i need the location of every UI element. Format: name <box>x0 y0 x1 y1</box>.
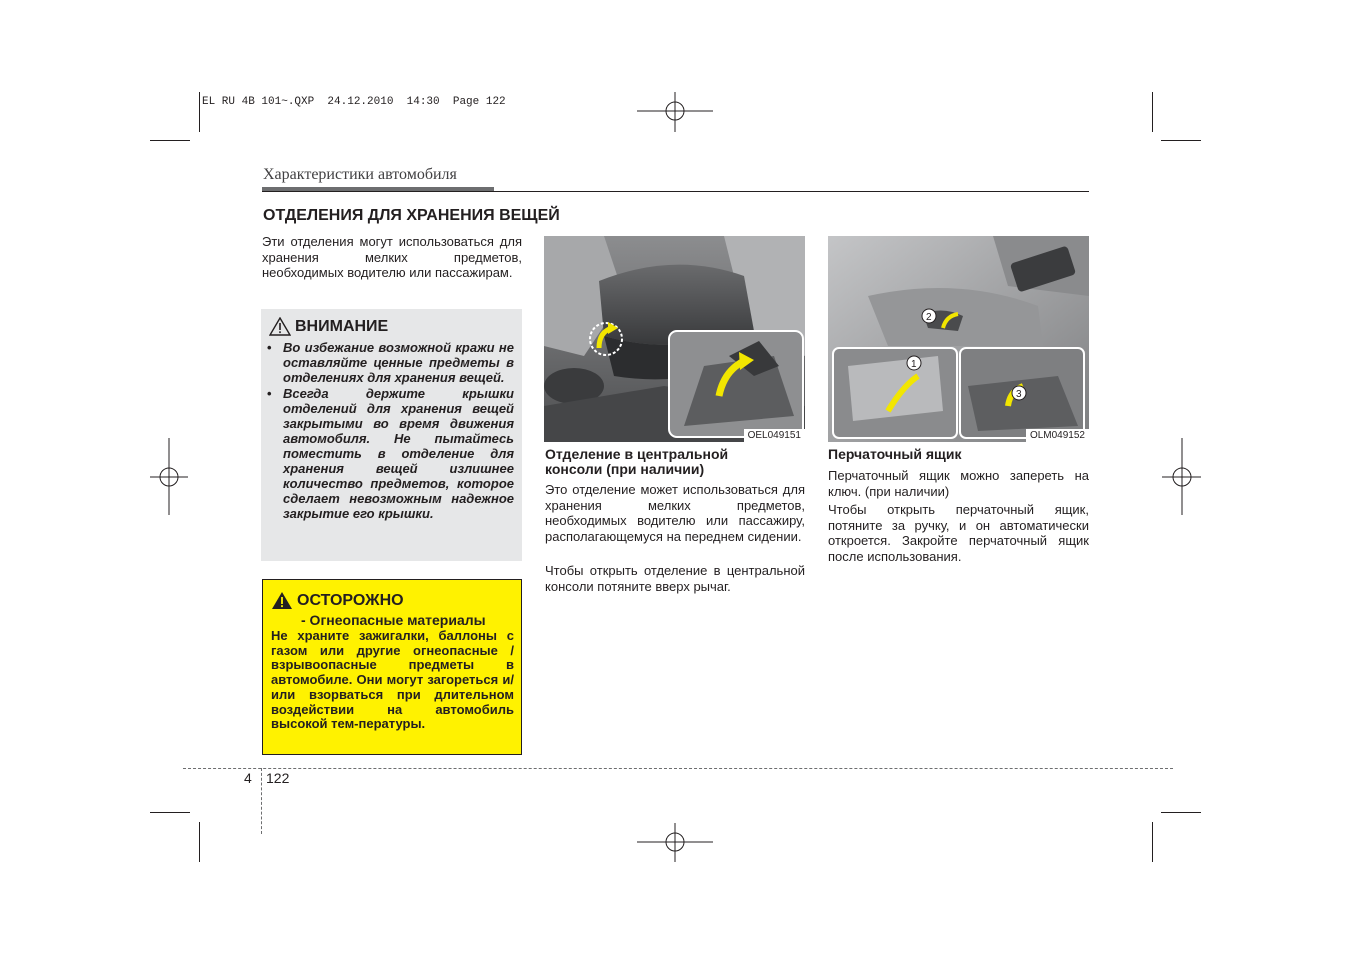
print-header: EL RU 4B 101~.QXP 24.12.2010 14:30 Page 122 <box>202 96 506 108</box>
glove-box-text-1: Перчаточный ящик можно запереть на ключ. (при наличии) <box>828 468 1089 499</box>
page-heading: ОТДЕЛЕНИЯ ДЛЯ ХРАНЕНИЯ ВЕЩЕЙ <box>263 207 560 224</box>
glove-box-image-code: OLM049152 <box>1026 429 1089 442</box>
glove-box-heading: Перчаточный ящик <box>828 446 962 462</box>
svg-text:3: 3 <box>1016 389 1022 400</box>
caution-title: ОСТОРОЖНО <box>297 591 404 609</box>
svg-text:2: 2 <box>926 312 932 323</box>
footer-chapter: 4 <box>244 770 252 786</box>
section-divider <box>262 191 1089 192</box>
warning-item: • Всегда держите крышки отделений для хранения вещей закрытыми во время движения автомобиля. Не пытайтесь поместить в отделение для хранения вещей излишнее количество предметов, которое сделает невозможным надежное закрытие его крышки. <box>261 386 514 521</box>
registration-target-left <box>150 438 188 515</box>
footer-dashed-divider <box>261 768 262 834</box>
registration-target-bottom <box>637 823 713 862</box>
center-console-heading: Отделение в центральной консоли (при наличии) <box>545 446 729 477</box>
registration-target-right <box>1162 438 1201 515</box>
center-console-text-2: Чтобы открыть отделение в центральной консоли потяните вверх рычаг. <box>545 563 805 594</box>
warning-box <box>261 309 522 561</box>
caution-triangle-icon <box>271 591 293 610</box>
section-title: Характеристики автомобиля <box>263 166 457 183</box>
footer-dashed-line <box>183 768 1173 769</box>
warning-triangle-icon <box>269 317 291 336</box>
svg-text:1: 1 <box>911 359 917 370</box>
registration-target-top <box>637 92 713 132</box>
footer-page-number: 122 <box>266 770 290 786</box>
glove-box-text-2: Чтобы открыть перчаточный ящик, потяните за ручку, и он автоматически откроется. Закройте перчаточный ящик после использования. <box>828 502 1089 564</box>
intro-text: Эти отделения могут использоваться для хранения мелких предметов, необходимых водителю или пассажирам. <box>262 234 522 281</box>
glove-box-image <box>828 236 1089 442</box>
caution-text: Не храните зажигалки, баллоны с газом или другие огнеопасные / взрывоопасные предметы в автомобиле. Они могут загореться и/или взорваться при длительном воздействии на автомобиль высокой тем-пературы. <box>271 628 514 732</box>
warning-title: ВНИМАНИЕ <box>295 317 389 335</box>
center-console-image-code: OEL049151 <box>744 429 805 442</box>
center-console-text-1: Это отделение может использоваться для хранения мелких предметов, необходимых водителю или пассажиру, располагающемуся на переднем сидении. <box>545 482 805 544</box>
caution-subtitle: - Огнеопасные материалы <box>301 612 486 628</box>
center-console-image <box>544 236 805 442</box>
warning-item: • Во избежание возможной кражи не оставляйте ценные предметы в отделениях для хранения вещей. <box>261 340 514 385</box>
caution-box <box>262 579 522 755</box>
